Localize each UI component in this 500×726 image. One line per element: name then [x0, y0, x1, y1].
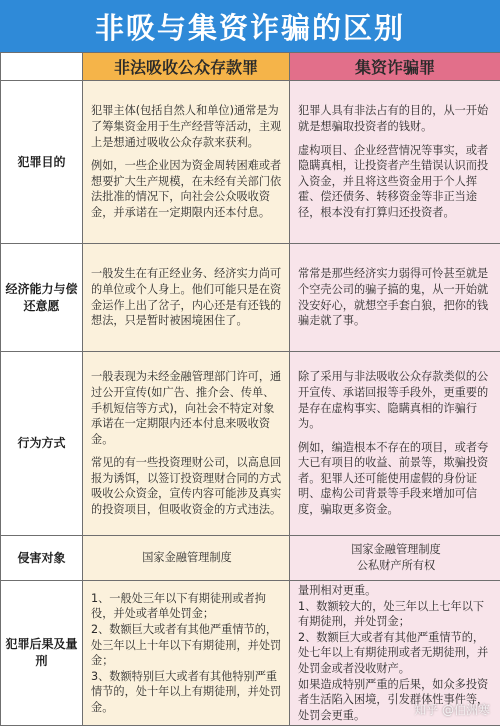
- cell-paragraph: 公私财产所有权: [298, 558, 494, 574]
- cell-illegal-purpose: [83, 81, 290, 244]
- cell-illegal-capacity: [83, 244, 290, 352]
- header-fundraising-fraud: 集资诈骗罪: [290, 53, 500, 81]
- cell-paragraph: 1、一般处三年以下有期徒刑或者拘役，并处或者单处罚金；: [91, 591, 283, 622]
- cell-fraud-method: [290, 352, 500, 536]
- row-label-target: 侵害对象: [1, 536, 83, 581]
- table-row: [1, 81, 500, 244]
- watermark: 知乎 @伯洲寒: [414, 701, 490, 718]
- cell-illegal-penalty: [83, 581, 290, 726]
- cell-paragraph: 犯罪人具有非法占有的目的，从一开始就是想骗取投资者的钱财。: [298, 103, 494, 134]
- cell-paragraph: 1、数额较大的，处三年以上七年以下有期徒刑，并处罚金；: [298, 599, 494, 630]
- cell-paragraph: 国家金融管理制度: [298, 542, 494, 558]
- cell-paragraph: 犯罪主体(包括自然人和单位)通常是为了筹集资金用于生产经营等活动，主观上是想通过吸收公众存款来获利。: [91, 103, 283, 150]
- cell-paragraph: 国家金融管理制度: [91, 550, 283, 566]
- row-label-capacity: 经济能力与偿还意愿: [1, 244, 83, 352]
- cell-paragraph: 量刑相对更重。: [298, 583, 494, 599]
- row-label-method: 行为方式: [1, 352, 83, 536]
- cell-paragraph: 2、数额巨大或者有其他严重情节的，处三年以上十年以下有期徒刑，并处罚金；: [91, 622, 283, 669]
- cell-paragraph: 例如，编造根本不存在的项目，或者夸大已有项目的收益、前景等，欺骗投资者。犯罪人还可能使用虚假的身份证明、虚构公司背景等手段来增加可信度，骗取更多资金。: [298, 440, 494, 518]
- cell-fraud-capacity: [290, 244, 500, 352]
- cell-paragraph: 一般表现为未经金融管理部门许可，通过公开宣传(如广告、推介会、传单、手机短信等方式)，向社会不特定对象承诺在一定期限内还本付息来吸收资金。: [91, 369, 283, 447]
- cell-paragraph: 除了采用与非法吸收公众存款类似的公开宣传、承诺回报等手段外，更重要的是存在虚构事实、隐瞒真相的诈骗行为。: [298, 369, 494, 431]
- cell-paragraph: 例如，一些企业因为资金周转困难或者想要扩大生产规模，在未经有关部门依法批准的情况下，向社会公众吸收资金，并承诺在一定期限内还本付息。: [91, 158, 283, 220]
- cell-paragraph: 3、数额特别巨大或者有其他特别严重情节的，处十年以上有期徒刑，并处罚金。: [91, 669, 283, 716]
- row-label-purpose: 犯罪目的: [1, 81, 83, 244]
- cell-paragraph: 常常是那些经济实力弱得可怜甚至就是个空壳公司的骗子搞的鬼，从一开始就没安好心，就想空手套白狼，把你的钱骗走就了事。: [298, 266, 494, 328]
- cell-paragraph: 一般发生在有正经业务、经济实力尚可的单位或个人身上。他们可能只是在资金运作上出了岔子，内心还是有还钱的想法，只是暂时被困境困住了。: [91, 266, 283, 328]
- page-title: 非吸与集资诈骗的区别: [95, 6, 405, 47]
- table-row: [1, 536, 500, 581]
- cell-illegal-method: [83, 352, 290, 536]
- header-illegal-deposit: 非法吸收公众存款罪: [83, 53, 290, 81]
- cell-fraud-target: [290, 536, 500, 581]
- cell-fraud-purpose: [290, 81, 500, 244]
- cell-paragraph: 2、数额巨大或者有其他严重情节的，处七年以上有期徒刑或者无期徒刑，并处罚金或者没收财产。: [298, 630, 494, 677]
- table-row: [1, 352, 500, 536]
- cell-illegal-target: [83, 536, 290, 581]
- cell-paragraph: 常见的有一些投资理财公司，以高息回报为诱饵，以签订投资理财合同的方式吸收公众资金，宣传内容可能涉及真实的投资项目，但吸收资金的方式违法。: [91, 455, 283, 517]
- title-banner: [0, 0, 500, 52]
- row-label-penalty: 犯罪后果及量刑: [1, 581, 83, 726]
- comparison-table: [0, 52, 500, 726]
- cell-paragraph: 如果造成特别严重的后果，如众多投资者生活陷入困境，引发群体性事件等，处罚会更重。: [298, 677, 494, 724]
- header-corner: [1, 53, 83, 81]
- table-row: [1, 244, 500, 352]
- header-row: [1, 53, 500, 81]
- cell-paragraph: 虚构项目、企业经营情况等事实，或者隐瞒真相，让投资者产生错误认识而投入资金，并且将这些资金用于个人挥霍、偿还债务、转移资金等非正当途径，根本没有打算归还投资者。: [298, 143, 494, 221]
